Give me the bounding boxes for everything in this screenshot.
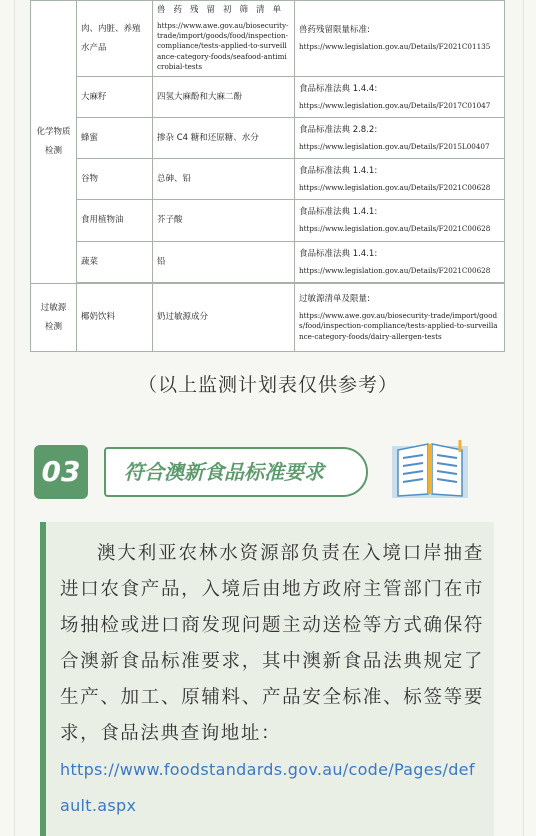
standard-cell (295, 159, 505, 200)
product-cell: 椰奶饮料 (77, 284, 153, 352)
book-icon (390, 436, 470, 500)
standard-url[interactable]: https://www.legislation.gov.au/Details/F2017C01047 (299, 100, 491, 110)
standard-url[interactable]: https://www.awe.gov.au/biosecurity-trade/import/goods/food/inspection-compliance/tests-applied-to-surveillance-category-foods/dairy-allergen-tests (299, 311, 498, 341)
product-cell: 大麻籽 (77, 77, 153, 118)
standard-title: 食品标准法典 2.8.2: (299, 124, 378, 135)
table-row (31, 200, 505, 242)
standard-title: 食品标准法典 1.4.1: (299, 165, 378, 176)
product-cell: 食用植物油 (77, 200, 153, 242)
standard-url[interactable]: https://www.legislation.gov.au/Details/F2021C00628 (299, 182, 491, 192)
standard-url[interactable]: https://www.legislation.gov.au/Details/F2021C00628 (299, 265, 491, 275)
table-row (31, 242, 505, 283)
section-title: 符合澳新食品标准要求 (104, 447, 368, 497)
standard-title: 食品标准法典 1.4.1: (299, 207, 378, 218)
product-cell: 蔬菜 (77, 242, 153, 283)
test-item-cell: 总砷、铅 (153, 159, 295, 200)
section-number-badge: 03 (34, 445, 88, 499)
reference-note: （以上监测计划表仅供参考） (137, 374, 398, 396)
standards-description (40, 522, 494, 836)
monitoring-table (30, 0, 505, 352)
test-item-cell: 奶过敏源成分 (153, 284, 295, 352)
test-item-title: 兽药残留初筛清单 (157, 5, 290, 16)
product-cell: 蜂蜜 (77, 118, 153, 159)
test-item-cell (153, 1, 295, 77)
standard-cell (295, 118, 505, 159)
category-cell: 化学物质 检测 (31, 1, 77, 284)
standard-title: 食品标准法典 1.4.4: (299, 83, 378, 94)
test-item-url[interactable]: https://www.awe.gov.au/biosecurity-trade/import/goods/food/inspection-compliance/tests-applied-to-surveillance-category-foods/seafood-antimicrobial-tests (157, 20, 289, 72)
test-item-cell: 铅 (153, 242, 295, 283)
test-item-cell: 四氢大麻酚和大麻二酚 (153, 77, 295, 118)
standard-title: 兽药残留限量标准: (299, 25, 370, 36)
standard-title: 过敏源清单及限量: (299, 293, 370, 304)
product-cell: 肉、内脏、养殖水产品 (77, 1, 153, 77)
product-cell: 谷物 (77, 159, 153, 200)
description-paragraph: 澳大利亚农林水资源部负责在入境口岸抽查进口农食产品，入境后由地方政府主管部门在市场抽检或进口商发现问题主动送检等方式确保符合澳新食品标准要求，其中澳新食品法典规定了生产、加工、原辅料、产品安全标准、标签等要求，食品法典查询地址： (60, 543, 484, 744)
standard-url[interactable]: https://www.legislation.gov.au/Details/F2021C00628 (299, 224, 491, 234)
test-item-cell: 掺杂 C4 糖和还原糖、水分 (153, 118, 295, 159)
table-row (31, 159, 505, 200)
standard-title: 食品标准法典 1.4.1: (299, 248, 378, 259)
test-item-cell: 芥子酸 (153, 200, 295, 242)
table-row (31, 77, 505, 118)
table-row (31, 284, 505, 352)
table-row (31, 118, 505, 159)
standard-cell (295, 77, 505, 118)
standard-cell (295, 284, 505, 352)
category-cell: 过敏源 检测 (31, 284, 77, 352)
table-row (31, 1, 505, 77)
standard-cell (295, 200, 505, 242)
standard-url[interactable]: https://www.legislation.gov.au/Details/F2015L00407 (299, 141, 490, 151)
food-code-link[interactable]: https://www.foodstandards.gov.au/code/Pages/default.aspx (60, 760, 475, 815)
standard-url[interactable]: https://www.legislation.gov.au/Details/F2021C01135 (299, 42, 491, 52)
standard-cell (295, 242, 505, 283)
standard-cell (295, 1, 505, 77)
